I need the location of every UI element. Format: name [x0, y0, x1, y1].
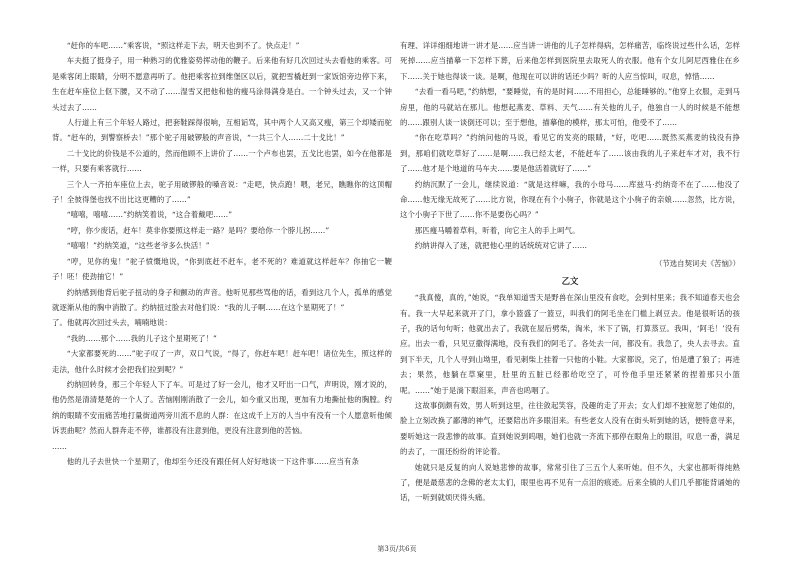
paragraph: “大家都要死的……”驼子叹了一声，双口气说，“得了，你赶车吧！赶车吧！诸位先生，照这样的走法，他什么时候才会把我们拉到呢？”	[52, 349, 392, 374]
passage-b-heading: 乙文	[561, 276, 579, 287]
passage-a-continued	[400, 38, 740, 254]
paragraph: “去看一看马吧，”约纳想，“要睡觉，有的是时间……不用担心，总能睡够的。”他穿上衣服，走到马房里，他的马就站在那儿。他想起燕麦、草料、天气……有关他的儿子，他独自一人的时候是不能想的……跟别人谈一谈倒还可以；至于想他，描摹他的模样，那太可怕，他受不了……	[400, 87, 740, 128]
paragraph: 这故事倒颇有效，男人听到这里，往往敛起笑容，没趣的走了开去；女人们却不独宽恕了她似的，脸上立刻改换了鄙薄的神气，还要陪出许多眼泪来。有些老女人没有在街头听到她的话，便特意寻来，要听她这一段悲惨的故事。直到她说到呜咽，她们也就一齐流下那停在眼角上的眼泪，叹息一番，满足的去了，一面还纷纷的评论着。	[400, 400, 740, 457]
paragraph: “嘻嘻！”约纳笑道，“这些老爷多么快活！”	[66, 241, 210, 251]
paragraph: “嘻嘻，嘻嘻……”约纳笑着说，“这合着戴吧……”	[66, 210, 233, 220]
paragraph: 二十戈比的价钱是不公道的，然而他顾不上讲价了……一个卢布也罢，五戈比也罢，如今在他都是一样，只要有乘客就行……	[52, 148, 392, 174]
paragraph: 那匹瘦马嚼着草料，听着，向它主人的手上呵气。	[414, 225, 580, 235]
paragraph: 约纳沉默了一会儿，继续说道：“就是这样嘛，我的小母马……库兹马·约纳奇不在了……他没了命……他无缘无故死了……比方说，你现在有个小驹子，你就是这个小驹子的亲娘……忽然，比方说，这个小驹子下世了……你不是要伤心吗？”	[400, 179, 740, 220]
paragraph: “哼，见你的鬼！”驼子愤慨地说，“你到底赶不赶车，老不死的？难道就这样赶车？你抽它一鞭子！呸！使劲抽它！”	[52, 256, 392, 282]
paragraph: 约纳讲得入了迷，就把他心里的话统统对它讲了……	[414, 241, 588, 251]
paragraph: “你在吃草吗？”约纳问他的马说，看见它的发亮的眼睛，“好，吃吧……既然买燕麦的钱没有挣到，那咱们就吃草好了……是啊……我已经太老，不能赶车了……该由我的儿子来赶车才对，我不行了……他才是个地道的马车夫……要是他活着就好了……”	[400, 133, 740, 174]
paragraph: “我的……那个……我的儿子这个星期死了！”	[66, 333, 217, 343]
passage-b	[400, 290, 740, 506]
paragraph: 三个人一齐拍车座位上去，驼子用破锣般的嗓音说：“走吧，快点跑！喂，老兄，瞧瞧你的这顶帽子！全彼得堡也找不出比这更糟的了……”	[52, 179, 392, 205]
paragraph: 他的儿子去世快一个星期了，他却至今还没有跟任何人好好地谈一下这件事……应当有条	[66, 456, 359, 466]
right-column	[400, 38, 740, 506]
paragraph: 约纳感到他背后驼子扭动的身子和颤动的声音。他听见那些骂他的话，看到这几个人，孤单的感觉就逐渐从他的胸中消散了。约纳扭过脸去对他们说：“我的儿子啊……在这个星期死了！”	[52, 287, 392, 312]
paragraph: ……	[52, 441, 67, 451]
paragraph: 了。他就再次回过头去，喃喃地说：	[52, 318, 172, 328]
passage-source: （节选自契诃夫《苦恼》）	[655, 258, 740, 268]
paragraph: 她就只是反复的向人说她悲惨的故事，常常引住了三五个人来听她。但不久，大家也都听得纯熟了，便是最慈悲的念佛的老太太们，眼里也再不见有一点泪的痕迹。后来全镇的人们几乎都能背诵她的话，一听到就烦厌得头痛。	[400, 462, 740, 503]
paragraph: “赶你的车吧……”乘客说，“照这样走下去，明天也到不了。快点走！”	[66, 41, 300, 50]
left-column	[52, 38, 392, 469]
paragraph: 车夫挺了挺身子，用一种熟习的优雅姿势挥动他的鞭子。后来他有好几次回过头去看他的乘客。可是乘客闭上眼睛，分明不愿意再听了。他把乘客拉到维堡区以后，就把雪橇赶到一家饭馆旁边停下来，生在赶车座位上伛下腰，又不动了……湿雪又把他和他的瘦马涂得满身是白。一个钟头过去，又一个钟头过去了……	[52, 56, 392, 112]
paragraph: 约纳回转身，那三个年轻人下了车。可是过了好一会儿，他才又吁出一口气，声明说，刚才说的，他仍然是清清楚楚的一个人了。苦恼刚刚消散了一会儿，如今重又出现，更加有力地撕扯他的胸膛。约纳的眼睛不安而痛苦地打量街道两旁川流不息的人群：在这成千上万的人当中有没有一个人愿意听他倾诉衷曲呢？然而人群奔走不停，谁都没有注意到他，更没有注意到他的苦恼。	[52, 379, 392, 436]
paragraph: 有理、详详细细地讲一讲才是……应当讲一讲他的儿子怎样得病，怎样痛苦，临终说过些什么话，怎样死掉……应当描摹一下怎样下葬，后来他怎样到医院里去取死人的衣服。他有个女儿阿尼西雅住在乡下……关于她也得谈一谈。是啊，他现在可以讲的话还少吗？听的人应当惊叫，叹息，悼惜……	[400, 41, 740, 81]
paragraph: “哼，你少废话，赶车！莫非你要照这样走一路？是吗？要给你一个脖儿拐……”	[66, 225, 330, 235]
page-footer: 第3页/共6页	[377, 545, 417, 553]
paragraph: “我真傻，真的，”她说，“我单知道雪天是野兽在深山里没有食吃，会到村里来；我不知道春天也会有。我一大早起来就开了门，拿小篮盛了一篮豆，叫我们的阿毛坐在门槛上剥豆去。他是很听话的孩子，我的话句句听；他就出去了。我就在屋后劈柴，淘米，米下了锅，打算蒸豆。我叫，‘阿毛！’没有应。出去一看，只见豆撒得满地，没有我们的阿毛了。各处去一问，都没有。我急了，央人去寻去。直到下半天，几个人寻到山坳里，看见刺柴上挂着一只他的小鞋。大家都说，完了，怕是遭了狼了；再进去；果然，他躺在草窠里，肚里的五脏已经都给吃空了，可怜他手里还紧紧的捏着那只小篮呢。……”她于是淌下眼泪来，声音也呜咽了。	[400, 293, 740, 395]
paragraph: 人行道上有三个年轻人路过，把套鞋踩得很响，互相诟骂，其中两个人又高又瘦，第三个却矮而驼背。“赶车的，到警察桥去！”那个驼子用破锣般的声音说，“一共三个人……二十戈比！”	[52, 118, 392, 143]
